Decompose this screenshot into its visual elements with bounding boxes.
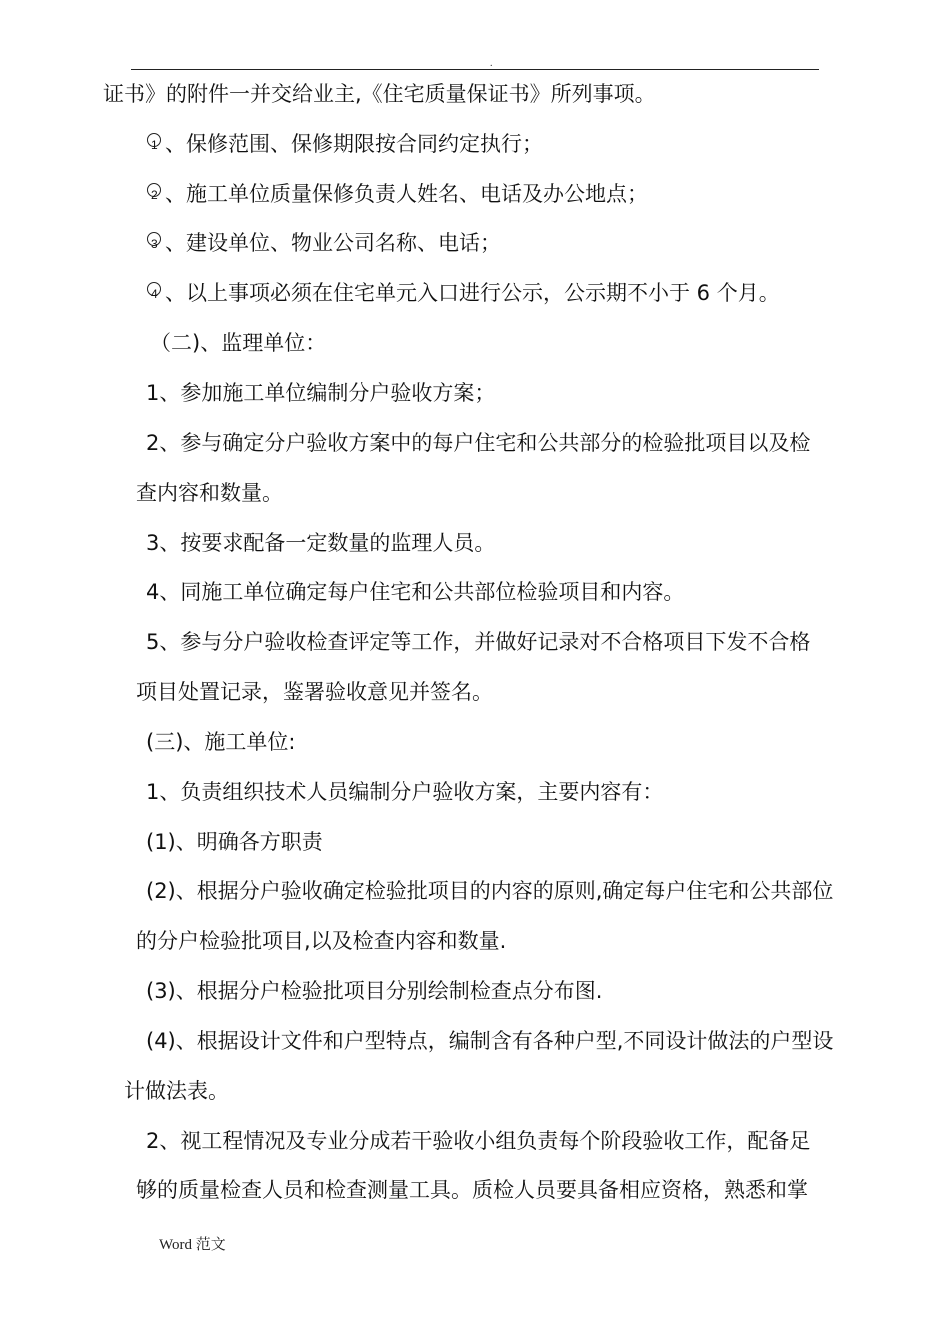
body-line: 计做法表。 (124, 1079, 229, 1103)
circled-number: 4 (147, 282, 165, 303)
body-line: 2、参与确定分户验收方案中的每户住宅和公共部分的检验批项目以及检 (146, 431, 811, 455)
body-line: 的分户检验批项目,以及检查内容和数量. (136, 929, 507, 953)
body-line: 项目处置记录，鉴署验收意见并签名。 (136, 680, 493, 704)
section-heading: （二)、监理单位： (150, 331, 327, 355)
body-line: 1、负责组织技术人员编制分户验收方案，主要内容有： (146, 780, 664, 804)
body-line: (2)、根据分户验收确定检验批项目的内容的原则,确定每户住宅和公共部位 (146, 879, 834, 903)
circled-number: 1 (147, 133, 165, 154)
header-rule (131, 69, 819, 70)
circled-list-item: 1 、保修范围、保修期限按合同约定执行； (147, 130, 543, 158)
circled-list-item: 4 、以上事项必须在住宅单元入口进行公示，公示期不小于 6 个月。 (147, 279, 780, 307)
footer-label: Word 范文 (159, 1237, 226, 1253)
circled-list-item: 3 、建设单位、物业公司名称、电话； (147, 229, 501, 257)
body-line: 够的质量检查人员和检查测量工具。质检人员要具备相应资格，熟悉和掌 (136, 1178, 808, 1202)
body-line: 查内容和数量。 (136, 481, 283, 505)
body-line: 4、同施工单位确定每户住宅和公共部位检验项目和内容。 (146, 580, 685, 604)
body-line: (3)、根据分户检验批项目分别绘制检查点分布图. (146, 979, 603, 1003)
body-line: 1、参加施工单位编制分户验收方案； (146, 381, 496, 405)
circled-list-item: 2 、施工单位质量保修负责人姓名、电话及办公地点； (147, 180, 648, 208)
body-line: 证书》的附件一并交给业主,《住宅质量保证书》所列事项。 (103, 82, 656, 106)
body-line: 2、视工程情况及专业分成若干验收小组负责每个阶段验收工作，配备足 (146, 1129, 811, 1153)
body-line: (1)、明确各方职责 (146, 830, 323, 854)
circled-number: 3 (147, 232, 165, 253)
body-line: 3、按要求配备一定数量的监理人员。 (146, 531, 496, 555)
header-mark: . (490, 58, 493, 69)
body-line: (4)、根据设计文件和户型特点，编制含有各种户型,不同设计做法的户型设 (146, 1029, 834, 1053)
circled-number: 2 (147, 183, 165, 204)
body-line: 5、参与分户验收检查评定等工作，并做好记录对不合格项目下发不合格 (146, 630, 811, 654)
section-heading: (三)、施工单位: (146, 730, 296, 754)
